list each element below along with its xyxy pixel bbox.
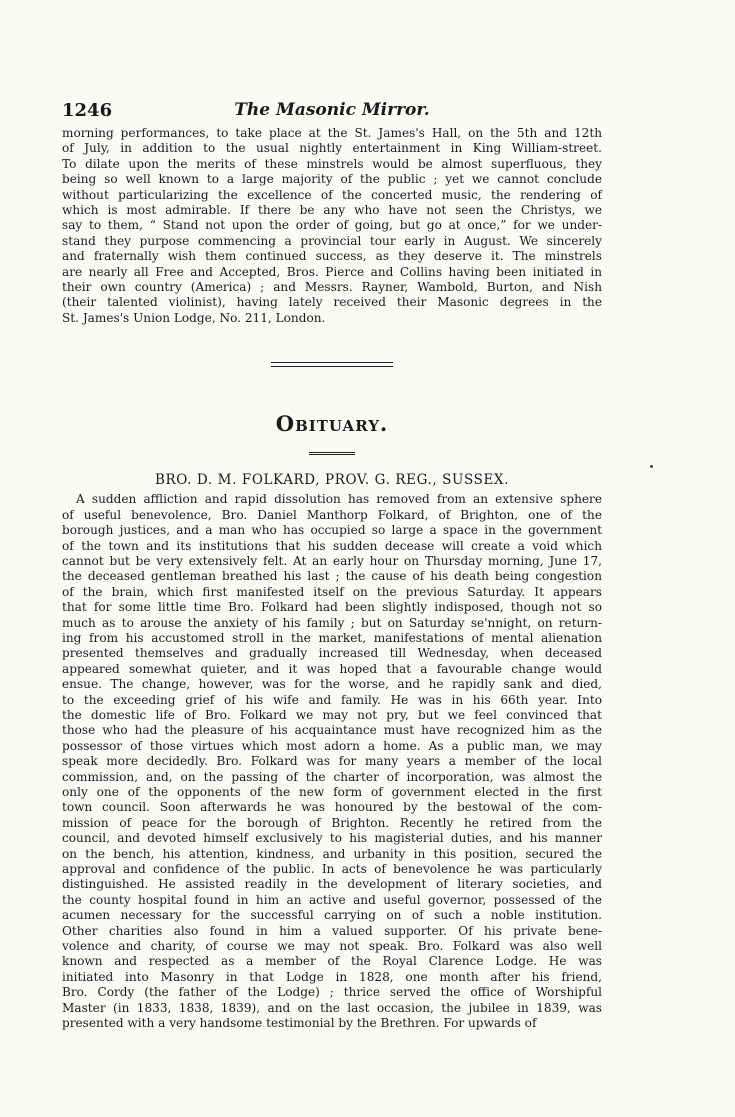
- text-line: borough justices, and a man who has occupied so large a space in the government: [62, 523, 602, 538]
- page-header: [62, 96, 602, 126]
- text-line: which is most admirable. If there be any who have not seen the Christys, we: [62, 203, 602, 218]
- text-line: Other charities also found in him a valued supporter. Of his private bene-: [62, 923, 602, 938]
- text-line: of July, in addition to the usual nightly entertainment in King William-street.: [62, 141, 602, 156]
- page-number: 1246: [62, 100, 113, 121]
- margin-mark: [650, 465, 653, 468]
- text-line: the county hospital found in him an active and useful governor, possessed of the: [62, 892, 602, 907]
- text-line: the deceased gentleman breathed his last ; the cause of his death being congestion: [62, 569, 602, 584]
- page: [62, 96, 602, 1032]
- paragraph-obituary: [62, 492, 602, 1031]
- text-line: that for some little time Bro. Folkard had been slightly indisposed, though not so: [62, 600, 602, 615]
- text-line: of the town and its institutions that his sudden decease will create a void which: [62, 538, 602, 553]
- text-line: their own country (America) ; and Messrs. Rayner, Wambold, Burton, and Nish: [62, 280, 602, 295]
- text-line: town council. Soon afterwards he was honoured by the bestowal of the com-: [62, 800, 602, 815]
- text-line: volence and charity, of course we may not speak. Bro. Folkard was also well: [62, 939, 602, 954]
- section-divider: [271, 362, 393, 367]
- text-line: approval and confidence of the public. In acts of benevolence he was particularly: [62, 862, 602, 877]
- text-line: possessor of those virtues which most adorn a home. As a public man, we may: [62, 738, 602, 753]
- text-line: much as to arouse the anxiety of his family ; but on Saturday se'nnight, on return-: [62, 615, 602, 630]
- text-line: Bro. Cordy (the father of the Lodge) ; thrice served the office of Worshipful: [62, 985, 602, 1000]
- text-line: St. James's Union Lodge, No. 211, London.: [62, 310, 326, 325]
- text-line: appeared somewhat quieter, and it was hoped that a favourable change would: [62, 661, 602, 676]
- paragraph-christys: [62, 126, 602, 326]
- running-title: The Masonic Mirror.: [234, 100, 430, 120]
- text-line: of the brain, which first manifested itself on the previous Saturday. It appears: [62, 584, 602, 599]
- text-line: Master (in 1833, 1838, 1839), and on the last occasion, the jubilee in 1839, was: [62, 1000, 602, 1015]
- text-line: of useful benevolence, Bro. Daniel Manthorp Folkard, of Brighton, one of the: [62, 507, 602, 522]
- text-line: the domestic life of Bro. Folkard we may not pry, but we feel convinced that: [62, 707, 602, 722]
- text-line: presented with a very handsome testimonial by the Brethren. For upwards of: [62, 1016, 537, 1031]
- section-heading: Obituary.: [275, 411, 389, 437]
- text-line: are nearly all Free and Accepted, Bros. Pierce and Collins having been initiated in: [62, 264, 602, 279]
- obituary-title: BRO. D. M. FOLKARD, PROV. G. REG., SUSSEX.: [154, 472, 510, 489]
- text-line: being so well known to a large majority of the public ; yet we cannot conclude: [62, 172, 602, 187]
- text-line: only one of the opponents of the new form of government elected in the first: [62, 785, 602, 799]
- text-line: commission, and, on the passing of the charter of incorporation, was almost the: [62, 769, 602, 784]
- text-line: without particularizing the excellence of the concerted music, the rendering of: [62, 187, 602, 202]
- text-line: ensue. The change, however, was for the worse, and he rapidly sank and died,: [62, 677, 602, 692]
- text-line: acumen necessary for the successful carrying on of such a noble institution.: [62, 908, 602, 923]
- text-line: distinguished. He assisted readily in the development of literary societies, and: [62, 877, 602, 892]
- text-line: say to them, “ Stand not upon the order of going, but go at once,” for we under-: [62, 218, 602, 233]
- text-line: cannot but be very extensively felt. At an early hour on Thursday morning, June 17,: [62, 553, 602, 568]
- text-line: morning performances, to take place at the St. James's Hall, on the 5th and 12th: [62, 126, 602, 140]
- text-line: A sudden affliction and rapid dissolution has removed from an extensive sphere: [76, 492, 602, 507]
- text-line: on the bench, his attention, kindness, and urbanity in this position, secured the: [62, 846, 602, 861]
- text-line: council, and devoted himself exclusively to his magisterial duties, and his manner: [62, 831, 602, 846]
- text-line: initiated into Masonry in that Lodge in 1828, one month after his friend,: [62, 969, 602, 984]
- text-line: known and respected as a member of the Royal Clarence Lodge. He was: [62, 954, 602, 969]
- text-line: speak more decidedly. Bro. Folkard was for many years a member of the local: [62, 754, 602, 769]
- text-line: (their talented violinist), having lately received their Masonic degrees in the: [62, 295, 602, 310]
- text-line: ing from his accustomed stroll in the market, manifestations of mental alienation: [62, 630, 602, 645]
- heading-rule: [309, 452, 355, 455]
- text-line: presented themselves and gradually increased till Wednesday, when deceased: [62, 646, 602, 661]
- text-line: stand they purpose commencing a provincial tour early in August. We sincerely: [62, 233, 602, 248]
- text-line: to the exceeding grief of his wife and family. He was in his 66th year. Into: [62, 692, 602, 707]
- text-line: those who had the pleasure of his acquaintance must have recognized him as the: [62, 723, 602, 738]
- text-line: and fraternally wish them continued success, as they deserve it. The minstrels: [62, 249, 602, 264]
- text-line: To dilate upon the merits of these minstrels would be almost superfluous, they: [62, 156, 602, 171]
- text-line: mission of peace for the borough of Brighton. Recently he retired from the: [62, 815, 602, 830]
